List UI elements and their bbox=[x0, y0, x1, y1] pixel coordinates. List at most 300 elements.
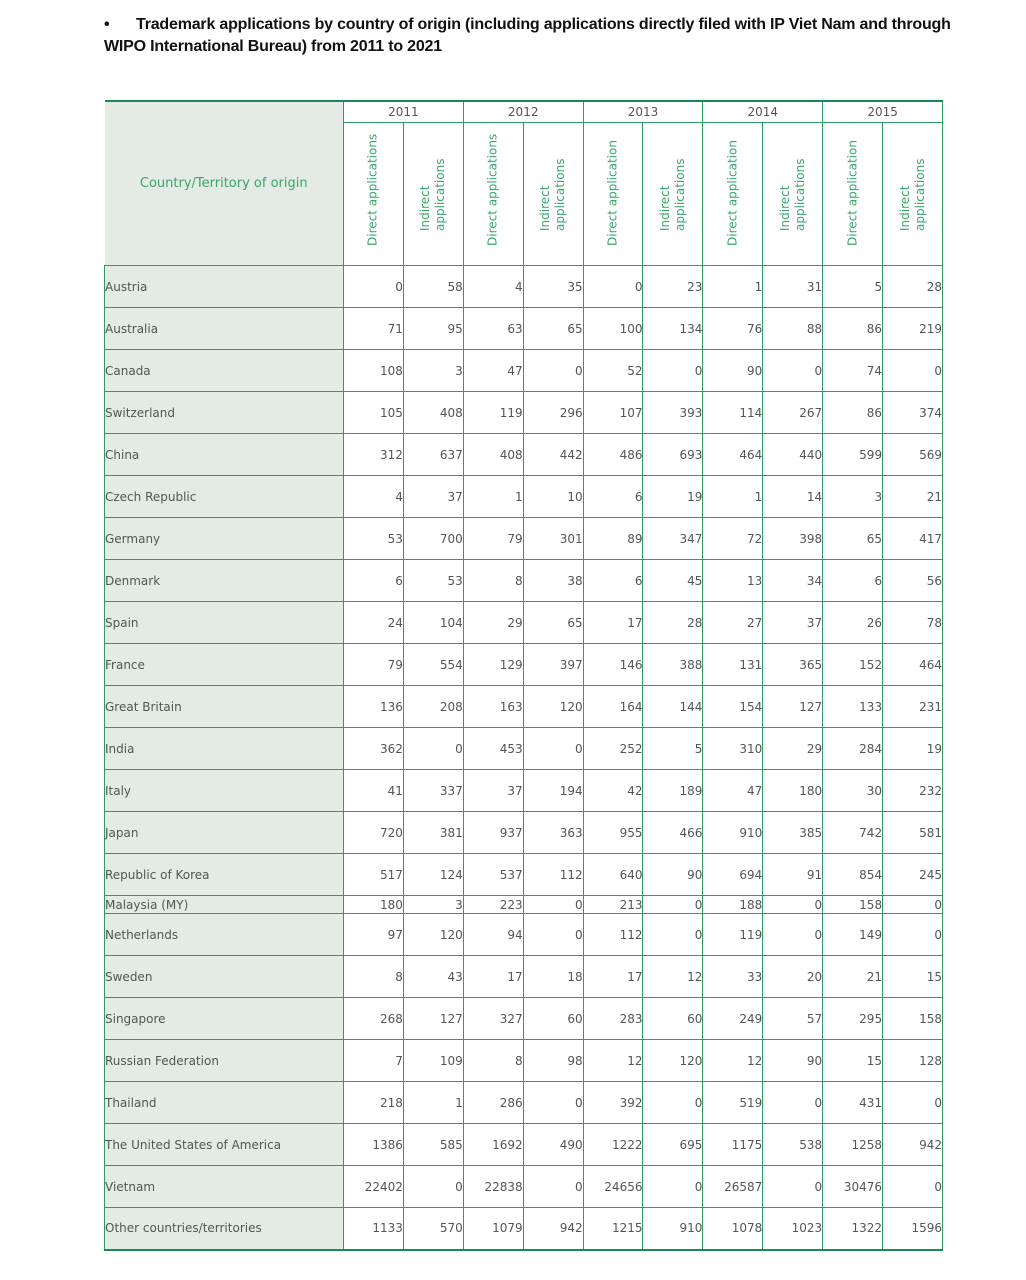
value-cell: 312 bbox=[344, 434, 404, 476]
value-cell: 112 bbox=[583, 914, 643, 956]
value-cell: 955 bbox=[583, 812, 643, 854]
country-cell: Czech Republic bbox=[105, 476, 344, 518]
value-cell: 0 bbox=[883, 1166, 943, 1208]
value-cell: 0 bbox=[763, 350, 823, 392]
value-cell: 17 bbox=[463, 956, 523, 998]
value-cell: 223 bbox=[463, 896, 523, 914]
value-cell: 8 bbox=[463, 1040, 523, 1082]
value-cell: 33 bbox=[703, 956, 763, 998]
value-cell: 21 bbox=[883, 476, 943, 518]
value-cell: 26587 bbox=[703, 1166, 763, 1208]
value-cell: 0 bbox=[344, 266, 404, 308]
country-cell: Canada bbox=[105, 350, 344, 392]
value-cell: 6 bbox=[583, 560, 643, 602]
value-cell: 43 bbox=[403, 956, 463, 998]
direct-applications-header bbox=[823, 123, 883, 266]
value-cell: 408 bbox=[463, 434, 523, 476]
value-cell: 398 bbox=[763, 518, 823, 560]
value-cell: 466 bbox=[643, 812, 703, 854]
country-column-header: Country/Territory of origin bbox=[105, 101, 344, 266]
value-cell: 3 bbox=[403, 350, 463, 392]
table-row bbox=[105, 686, 943, 728]
value-cell: 30476 bbox=[823, 1166, 883, 1208]
year-header: 2013 bbox=[583, 101, 703, 123]
table-row bbox=[105, 812, 943, 854]
value-cell: 694 bbox=[703, 854, 763, 896]
value-cell: 1 bbox=[703, 266, 763, 308]
value-cell: 12 bbox=[583, 1040, 643, 1082]
value-cell: 97 bbox=[344, 914, 404, 956]
value-cell: 581 bbox=[883, 812, 943, 854]
value-cell: 52 bbox=[583, 350, 643, 392]
value-cell: 112 bbox=[523, 854, 583, 896]
value-cell: 397 bbox=[523, 644, 583, 686]
country-cell: Malaysia (MY) bbox=[105, 896, 344, 914]
value-cell: 640 bbox=[583, 854, 643, 896]
table-row bbox=[105, 1040, 943, 1082]
value-cell: 158 bbox=[823, 896, 883, 914]
value-cell: 120 bbox=[523, 686, 583, 728]
indirect-applications-header bbox=[883, 123, 943, 266]
value-cell: 13 bbox=[703, 560, 763, 602]
value-cell: 35 bbox=[523, 266, 583, 308]
value-cell: 7 bbox=[344, 1040, 404, 1082]
sub-header-label: Indirect applications bbox=[538, 158, 568, 231]
value-cell: 0 bbox=[643, 350, 703, 392]
value-cell: 17 bbox=[583, 956, 643, 998]
title-text: Trademark applications by country of origin (including applications directly filed with IP Viet Nam and through WIPO International Bureau) from 2011 to 2021 bbox=[104, 16, 951, 55]
value-cell: 219 bbox=[883, 308, 943, 350]
table-row bbox=[105, 956, 943, 998]
value-cell: 108 bbox=[344, 350, 404, 392]
value-cell: 131 bbox=[703, 644, 763, 686]
value-cell: 267 bbox=[763, 392, 823, 434]
value-cell: 0 bbox=[643, 896, 703, 914]
value-cell: 1 bbox=[403, 1082, 463, 1124]
value-cell: 252 bbox=[583, 728, 643, 770]
country-cell: Thailand bbox=[105, 1082, 344, 1124]
value-cell: 0 bbox=[763, 914, 823, 956]
value-cell: 53 bbox=[344, 518, 404, 560]
year-header: 2014 bbox=[703, 101, 823, 123]
value-cell: 105 bbox=[344, 392, 404, 434]
value-cell: 0 bbox=[763, 1166, 823, 1208]
value-cell: 78 bbox=[883, 602, 943, 644]
table-row bbox=[105, 1124, 943, 1166]
value-cell: 189 bbox=[643, 770, 703, 812]
value-cell: 554 bbox=[403, 644, 463, 686]
direct-applications-header bbox=[463, 123, 523, 266]
value-cell: 362 bbox=[344, 728, 404, 770]
value-cell: 693 bbox=[643, 434, 703, 476]
value-cell: 363 bbox=[523, 812, 583, 854]
table-row bbox=[105, 476, 943, 518]
value-cell: 47 bbox=[463, 350, 523, 392]
country-cell: Switzerland bbox=[105, 392, 344, 434]
value-cell: 310 bbox=[703, 728, 763, 770]
country-cell: Sweden bbox=[105, 956, 344, 998]
value-cell: 8 bbox=[344, 956, 404, 998]
value-cell: 464 bbox=[703, 434, 763, 476]
value-cell: 440 bbox=[763, 434, 823, 476]
country-cell: The United States of America bbox=[105, 1124, 344, 1166]
table-row bbox=[105, 854, 943, 896]
value-cell: 180 bbox=[344, 896, 404, 914]
value-cell: 98 bbox=[523, 1040, 583, 1082]
value-cell: 337 bbox=[403, 770, 463, 812]
value-cell: 152 bbox=[823, 644, 883, 686]
value-cell: 208 bbox=[403, 686, 463, 728]
country-cell: Netherlands bbox=[105, 914, 344, 956]
value-cell: 37 bbox=[763, 602, 823, 644]
value-cell: 537 bbox=[463, 854, 523, 896]
value-cell: 1215 bbox=[583, 1208, 643, 1250]
value-cell: 20 bbox=[763, 956, 823, 998]
country-cell: Austria bbox=[105, 266, 344, 308]
value-cell: 22402 bbox=[344, 1166, 404, 1208]
value-cell: 268 bbox=[344, 998, 404, 1040]
value-cell: 1175 bbox=[703, 1124, 763, 1166]
value-cell: 31 bbox=[763, 266, 823, 308]
value-cell: 18 bbox=[523, 956, 583, 998]
value-cell: 27 bbox=[703, 602, 763, 644]
value-cell: 393 bbox=[643, 392, 703, 434]
value-cell: 6 bbox=[823, 560, 883, 602]
value-cell: 28 bbox=[643, 602, 703, 644]
value-cell: 34 bbox=[763, 560, 823, 602]
value-cell: 937 bbox=[463, 812, 523, 854]
value-cell: 37 bbox=[403, 476, 463, 518]
value-cell: 120 bbox=[643, 1040, 703, 1082]
value-cell: 720 bbox=[344, 812, 404, 854]
value-cell: 72 bbox=[703, 518, 763, 560]
table-row bbox=[105, 896, 943, 914]
value-cell: 149 bbox=[823, 914, 883, 956]
value-cell: 56 bbox=[883, 560, 943, 602]
value-cell: 1222 bbox=[583, 1124, 643, 1166]
value-cell: 15 bbox=[883, 956, 943, 998]
value-cell: 30 bbox=[823, 770, 883, 812]
indirect-applications-header bbox=[763, 123, 823, 266]
table-row bbox=[105, 728, 943, 770]
value-cell: 65 bbox=[523, 602, 583, 644]
value-cell: 1078 bbox=[703, 1208, 763, 1250]
country-cell: Vietnam bbox=[105, 1166, 344, 1208]
value-cell: 188 bbox=[703, 896, 763, 914]
value-cell: 158 bbox=[883, 998, 943, 1040]
value-cell: 58 bbox=[403, 266, 463, 308]
value-cell: 286 bbox=[463, 1082, 523, 1124]
value-cell: 23 bbox=[643, 266, 703, 308]
value-cell: 129 bbox=[463, 644, 523, 686]
table-row bbox=[105, 266, 943, 308]
sub-header-label: Direct application bbox=[605, 140, 620, 246]
country-cell: China bbox=[105, 434, 344, 476]
value-cell: 71 bbox=[344, 308, 404, 350]
value-cell: 585 bbox=[403, 1124, 463, 1166]
value-cell: 163 bbox=[463, 686, 523, 728]
value-cell: 327 bbox=[463, 998, 523, 1040]
value-cell: 14 bbox=[763, 476, 823, 518]
value-cell: 0 bbox=[763, 896, 823, 914]
value-cell: 21 bbox=[823, 956, 883, 998]
value-cell: 17 bbox=[583, 602, 643, 644]
value-cell: 4 bbox=[344, 476, 404, 518]
value-cell: 146 bbox=[583, 644, 643, 686]
value-cell: 0 bbox=[883, 914, 943, 956]
value-cell: 194 bbox=[523, 770, 583, 812]
value-cell: 1133 bbox=[344, 1208, 404, 1250]
value-cell: 28 bbox=[883, 266, 943, 308]
indirect-applications-header bbox=[643, 123, 703, 266]
direct-applications-header bbox=[583, 123, 643, 266]
value-cell: 245 bbox=[883, 854, 943, 896]
table-row bbox=[105, 998, 943, 1040]
value-cell: 26 bbox=[823, 602, 883, 644]
value-cell: 119 bbox=[703, 914, 763, 956]
value-cell: 79 bbox=[344, 644, 404, 686]
value-cell: 431 bbox=[823, 1082, 883, 1124]
value-cell: 296 bbox=[523, 392, 583, 434]
value-cell: 408 bbox=[403, 392, 463, 434]
value-cell: 249 bbox=[703, 998, 763, 1040]
value-cell: 942 bbox=[523, 1208, 583, 1250]
value-cell: 89 bbox=[583, 518, 643, 560]
value-cell: 910 bbox=[643, 1208, 703, 1250]
value-cell: 63 bbox=[463, 308, 523, 350]
country-cell: France bbox=[105, 644, 344, 686]
value-cell: 22838 bbox=[463, 1166, 523, 1208]
value-cell: 519 bbox=[703, 1082, 763, 1124]
country-cell: Japan bbox=[105, 812, 344, 854]
value-cell: 41 bbox=[344, 770, 404, 812]
table-row bbox=[105, 350, 943, 392]
value-cell: 60 bbox=[643, 998, 703, 1040]
year-header: 2015 bbox=[823, 101, 943, 123]
value-cell: 0 bbox=[523, 350, 583, 392]
value-cell: 538 bbox=[763, 1124, 823, 1166]
country-cell: Singapore bbox=[105, 998, 344, 1040]
value-cell: 79 bbox=[463, 518, 523, 560]
value-cell: 0 bbox=[403, 1166, 463, 1208]
value-cell: 1596 bbox=[883, 1208, 943, 1250]
sub-header-label: Direct application bbox=[725, 140, 740, 246]
value-cell: 1692 bbox=[463, 1124, 523, 1166]
table-row bbox=[105, 644, 943, 686]
value-cell: 0 bbox=[523, 896, 583, 914]
value-cell: 134 bbox=[643, 308, 703, 350]
sub-header-label: Indirect applications bbox=[418, 158, 448, 231]
value-cell: 91 bbox=[763, 854, 823, 896]
value-cell: 0 bbox=[883, 1082, 943, 1124]
value-cell: 942 bbox=[883, 1124, 943, 1166]
value-cell: 381 bbox=[403, 812, 463, 854]
value-cell: 12 bbox=[703, 1040, 763, 1082]
sub-header-label: Direct application bbox=[845, 140, 860, 246]
value-cell: 0 bbox=[883, 350, 943, 392]
value-cell: 1322 bbox=[823, 1208, 883, 1250]
value-cell: 109 bbox=[403, 1040, 463, 1082]
value-cell: 60 bbox=[523, 998, 583, 1040]
value-cell: 8 bbox=[463, 560, 523, 602]
value-cell: 133 bbox=[823, 686, 883, 728]
sub-header-label: Indirect applications bbox=[777, 158, 807, 231]
value-cell: 392 bbox=[583, 1082, 643, 1124]
value-cell: 4 bbox=[463, 266, 523, 308]
value-cell: 65 bbox=[823, 518, 883, 560]
value-cell: 38 bbox=[523, 560, 583, 602]
value-cell: 19 bbox=[643, 476, 703, 518]
value-cell: 232 bbox=[883, 770, 943, 812]
value-cell: 442 bbox=[523, 434, 583, 476]
value-cell: 88 bbox=[763, 308, 823, 350]
table-row bbox=[105, 392, 943, 434]
value-cell: 136 bbox=[344, 686, 404, 728]
value-cell: 1079 bbox=[463, 1208, 523, 1250]
value-cell: 347 bbox=[643, 518, 703, 560]
value-cell: 1 bbox=[463, 476, 523, 518]
value-cell: 42 bbox=[583, 770, 643, 812]
value-cell: 65 bbox=[523, 308, 583, 350]
value-cell: 0 bbox=[523, 914, 583, 956]
value-cell: 0 bbox=[883, 896, 943, 914]
value-cell: 164 bbox=[583, 686, 643, 728]
value-cell: 24656 bbox=[583, 1166, 643, 1208]
bullet-icon: • bbox=[104, 16, 110, 33]
table-header bbox=[105, 101, 943, 266]
value-cell: 12 bbox=[643, 956, 703, 998]
value-cell: 599 bbox=[823, 434, 883, 476]
value-cell: 107 bbox=[583, 392, 643, 434]
value-cell: 417 bbox=[883, 518, 943, 560]
value-cell: 218 bbox=[344, 1082, 404, 1124]
value-cell: 231 bbox=[883, 686, 943, 728]
value-cell: 5 bbox=[823, 266, 883, 308]
value-cell: 114 bbox=[703, 392, 763, 434]
value-cell: 86 bbox=[823, 392, 883, 434]
value-cell: 854 bbox=[823, 854, 883, 896]
table-row bbox=[105, 770, 943, 812]
value-cell: 1 bbox=[703, 476, 763, 518]
value-cell: 19 bbox=[883, 728, 943, 770]
value-cell: 1386 bbox=[344, 1124, 404, 1166]
value-cell: 0 bbox=[643, 1082, 703, 1124]
value-cell: 374 bbox=[883, 392, 943, 434]
year-header-row bbox=[105, 101, 943, 123]
value-cell: 180 bbox=[763, 770, 823, 812]
value-cell: 1258 bbox=[823, 1124, 883, 1166]
value-cell: 365 bbox=[763, 644, 823, 686]
value-cell: 128 bbox=[883, 1040, 943, 1082]
sub-header-label: Indirect applications bbox=[897, 158, 927, 231]
value-cell: 6 bbox=[583, 476, 643, 518]
value-cell: 100 bbox=[583, 308, 643, 350]
table-row bbox=[105, 518, 943, 560]
value-cell: 0 bbox=[403, 728, 463, 770]
value-cell: 0 bbox=[523, 1082, 583, 1124]
value-cell: 29 bbox=[763, 728, 823, 770]
value-cell: 695 bbox=[643, 1124, 703, 1166]
direct-applications-header bbox=[344, 123, 404, 266]
value-cell: 127 bbox=[763, 686, 823, 728]
country-cell: Australia bbox=[105, 308, 344, 350]
value-cell: 24 bbox=[344, 602, 404, 644]
value-cell: 284 bbox=[823, 728, 883, 770]
value-cell: 0 bbox=[523, 728, 583, 770]
country-cell: Republic of Korea bbox=[105, 854, 344, 896]
value-cell: 910 bbox=[703, 812, 763, 854]
value-cell: 95 bbox=[403, 308, 463, 350]
trademark-applications-table bbox=[104, 100, 943, 1251]
value-cell: 700 bbox=[403, 518, 463, 560]
table-row bbox=[105, 602, 943, 644]
country-cell: India bbox=[105, 728, 344, 770]
table-row bbox=[105, 560, 943, 602]
value-cell: 119 bbox=[463, 392, 523, 434]
value-cell: 120 bbox=[403, 914, 463, 956]
country-cell: Russian Federation bbox=[105, 1040, 344, 1082]
value-cell: 3 bbox=[403, 896, 463, 914]
value-cell: 127 bbox=[403, 998, 463, 1040]
year-header: 2011 bbox=[344, 101, 464, 123]
value-cell: 283 bbox=[583, 998, 643, 1040]
table-body bbox=[105, 266, 943, 1250]
value-cell: 0 bbox=[643, 1166, 703, 1208]
sub-header-label: Direct applications bbox=[365, 133, 380, 246]
value-cell: 5 bbox=[643, 728, 703, 770]
table-row bbox=[105, 1166, 943, 1208]
value-cell: 517 bbox=[344, 854, 404, 896]
value-cell: 10 bbox=[523, 476, 583, 518]
value-cell: 45 bbox=[643, 560, 703, 602]
table-row bbox=[105, 434, 943, 476]
value-cell: 464 bbox=[883, 644, 943, 686]
value-cell: 29 bbox=[463, 602, 523, 644]
country-cell: Great Britain bbox=[105, 686, 344, 728]
country-cell: Other countries/territories bbox=[105, 1208, 344, 1250]
table-row bbox=[105, 914, 943, 956]
country-cell: Denmark bbox=[105, 560, 344, 602]
value-cell: 90 bbox=[763, 1040, 823, 1082]
value-cell: 124 bbox=[403, 854, 463, 896]
value-cell: 104 bbox=[403, 602, 463, 644]
value-cell: 486 bbox=[583, 434, 643, 476]
value-cell: 637 bbox=[403, 434, 463, 476]
value-cell: 0 bbox=[763, 1082, 823, 1124]
value-cell: 90 bbox=[703, 350, 763, 392]
value-cell: 453 bbox=[463, 728, 523, 770]
value-cell: 90 bbox=[643, 854, 703, 896]
value-cell: 57 bbox=[763, 998, 823, 1040]
value-cell: 15 bbox=[823, 1040, 883, 1082]
value-cell: 213 bbox=[583, 896, 643, 914]
value-cell: 388 bbox=[643, 644, 703, 686]
value-cell: 154 bbox=[703, 686, 763, 728]
value-cell: 301 bbox=[523, 518, 583, 560]
value-cell: 94 bbox=[463, 914, 523, 956]
year-header: 2012 bbox=[463, 101, 583, 123]
value-cell: 74 bbox=[823, 350, 883, 392]
value-cell: 47 bbox=[703, 770, 763, 812]
sub-header-label: Indirect applications bbox=[657, 158, 687, 231]
value-cell: 86 bbox=[823, 308, 883, 350]
direct-applications-header bbox=[703, 123, 763, 266]
value-cell: 6 bbox=[344, 560, 404, 602]
value-cell: 385 bbox=[763, 812, 823, 854]
value-cell: 569 bbox=[883, 434, 943, 476]
value-cell: 295 bbox=[823, 998, 883, 1040]
value-cell: 144 bbox=[643, 686, 703, 728]
